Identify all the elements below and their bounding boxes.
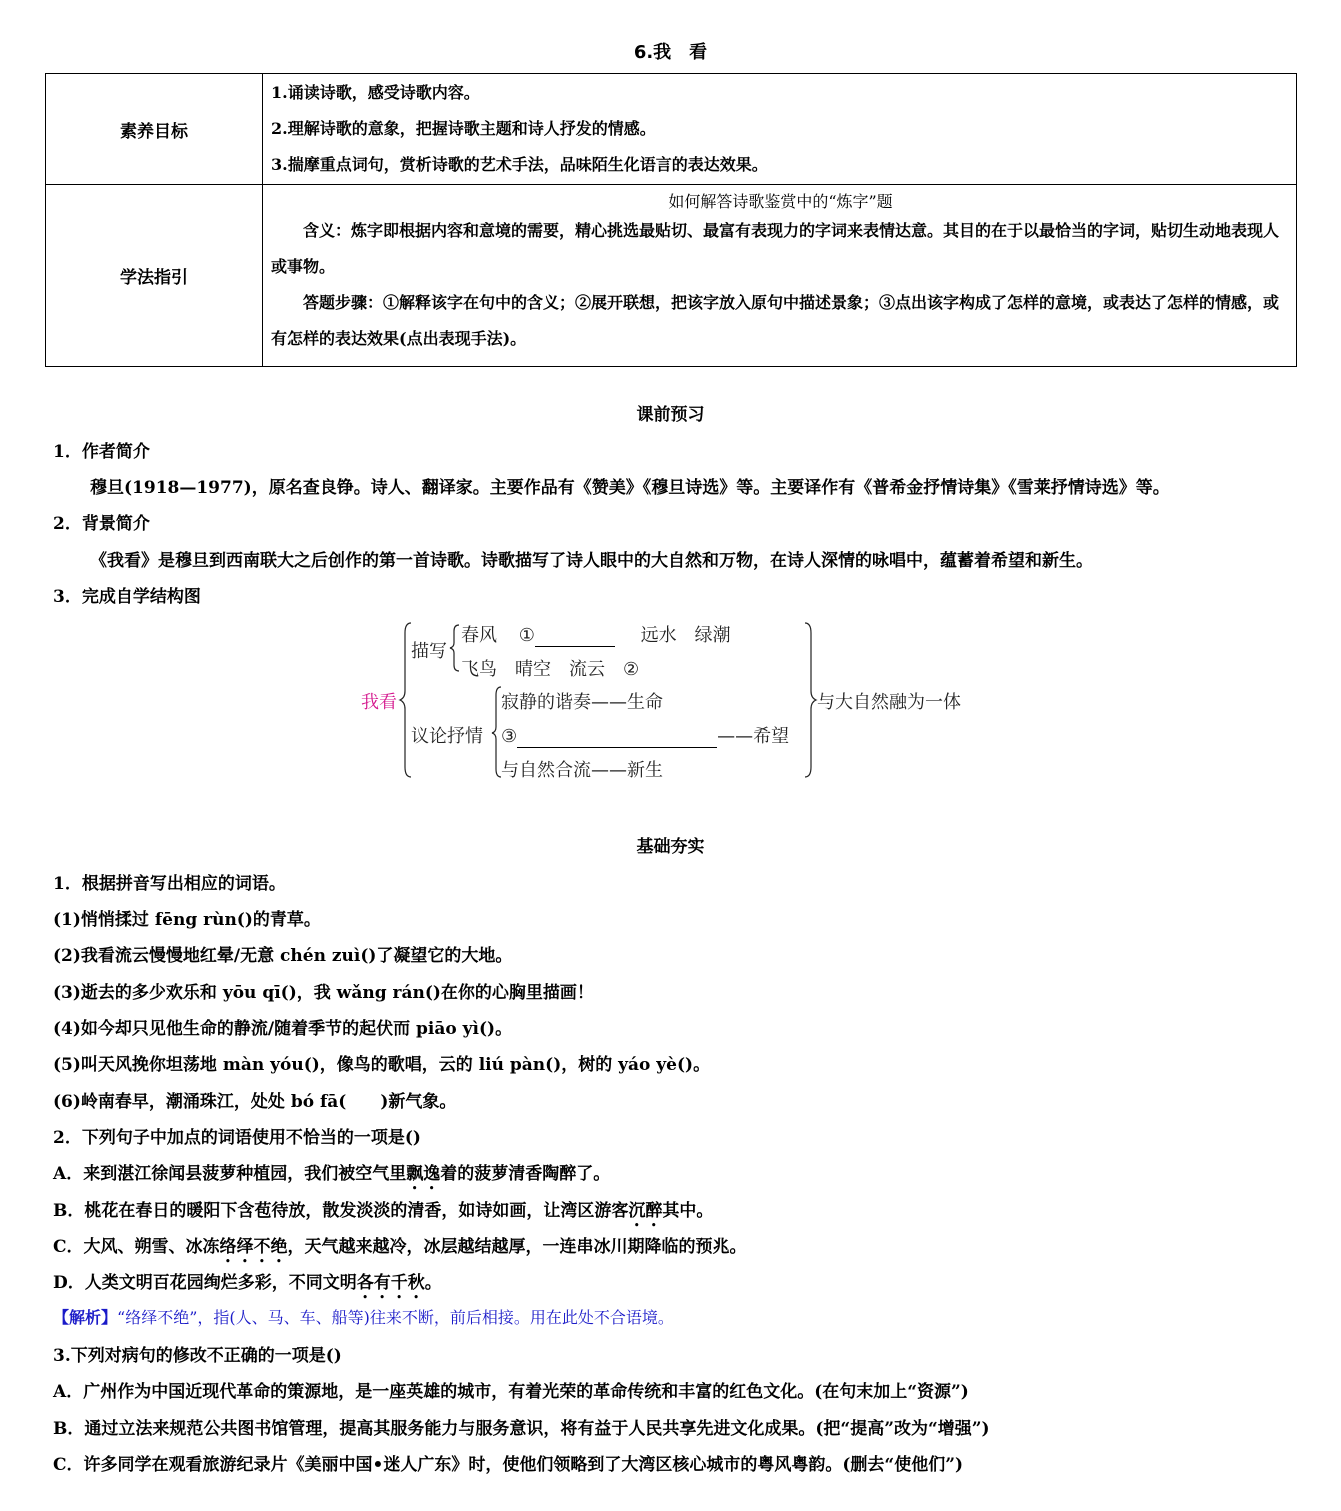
structure-title: 3．完成自学结构图 (53, 587, 201, 607)
describe-line-1 (461, 621, 731, 647)
option-text: B．桃花在春日的暖阳下含苞待放，散发淡淡的清香，如诗如画，让湾区游客 (53, 1201, 629, 1221)
background-title: 2．背景简介 (53, 514, 150, 534)
option-text: 。 (424, 1273, 442, 1293)
background-text: 《我看》是穆旦到西南联大之后创作的第一首诗歌。诗歌描写了诗人眼中的大自然和万物，在诗人深情的咏唱中，蕴蓄着希望和新生。 (90, 551, 1093, 571)
method-title: 如何解答诗歌鉴赏中的“炼字”题 (668, 191, 893, 211)
basics-heading: 基础夯实 (636, 837, 705, 857)
question-2: 2．下列句子中加点的词语使用不恰当的一项是() (53, 1128, 421, 1148)
method-steps: 答题步骤：①解释该字在句中的含义；②展开联想，把该字放入原句中描述景象；③点出该字构成了怎样的意境，或表达了怎样的情感，或有怎样的表达效果(点出表现手法)。 (271, 292, 1280, 348)
analysis-text: “络绎不绝”，指(人、马、车、船等)往来不断，前后相接。用在此处不合语境。 (117, 1308, 674, 1327)
describe-spring-wind: 春风 (461, 625, 497, 646)
preview-heading: 课前预习 (636, 405, 705, 425)
objective-line: 3.揣摩重点词句，赏析诗歌的艺术手法，品味陌生化语言的表达效果。 (271, 155, 768, 174)
q3-option-b: B．通过立法来规范公共图书馆管理，提高其服务能力与服务意识，将有益于人民共享先进文化成果。(把“提高”改为“增强”) (53, 1419, 990, 1439)
pinyin-item: (3)逝去的多少欢乐和 yōu qī()，我 wǎng rán()在你的心胸里描画！ (53, 983, 594, 1003)
pinyin-item: (2)我看流云慢慢地红晕/无意 chén zuì()了凝望它的大地。 (53, 946, 513, 966)
analysis (53, 1305, 1301, 1328)
author-title: 1．作者简介 (53, 442, 150, 462)
question-3: 3.下列对病句的修改不正确的一项是() (53, 1346, 342, 1366)
pinyin-item: (5)叫天风挽你坦荡地 màn yóu()，像鸟的歌唱，云的 liú pàn()，树的 yáo yè()。 (53, 1055, 711, 1075)
method-meaning: 含义：炼字即根据内容和意境的需要，精心挑选最贴切、最富有表现力的字词来表情达意。其目的在于以最恰当的字词，贴切生动地表现人或事物。 (271, 220, 1280, 276)
describe-line-2: 飞鸟 晴空 流云 ② (461, 659, 640, 680)
q3-option-c: C．许多同学在观看旅游纪录片《美丽中国•迷人广东》时，使他们领略到了大湾区核心城市的粤风粤韵。(删去“使他们”) (53, 1455, 964, 1475)
option-text: 其中。 (662, 1201, 714, 1221)
pinyin-item: (4)如今却只见他生命的静流/随着季节的起伏而 piāo yì()。 (53, 1019, 513, 1039)
lyric-line-1: 寂静的谐奏——生命 (501, 692, 663, 713)
lyric-hope: ——希望 (717, 726, 790, 747)
blank-1-number: ① (518, 625, 535, 646)
analysis-tag: 【解析】 (53, 1308, 118, 1327)
objective-line: 2.理解诗歌的意象，把握诗歌主题和诗人抒发的情感。 (271, 119, 656, 138)
branch-lyric: 议论抒情 (411, 726, 483, 747)
blank-1[interactable] (535, 646, 615, 647)
option-text: D．人类文明百花园绚烂多彩，不同文明 (53, 1273, 357, 1293)
lesson-title: 6.我 看 (633, 42, 708, 63)
pinyin-item: (6)岭南春早，潮涌珠江，处处 bó fā( )新气象。 (53, 1092, 457, 1112)
option-b (53, 1196, 1301, 1231)
option-d (53, 1268, 1301, 1303)
dotted-word: 沉醉 (628, 1201, 663, 1221)
option-a (53, 1159, 1301, 1194)
lyric-line-3: 与自然合流——新生 (501, 760, 663, 781)
question-1: 1．根据拼音写出相应的词语。 (53, 874, 286, 894)
method-content (263, 185, 1297, 367)
objectives-content (263, 74, 1297, 185)
diagram-result: 与大自然融为一体 (817, 692, 961, 713)
author-text: 穆旦(1918—1977)，原名查良铮。诗人、翻译家。主要作品有《赞美》《穆旦诗选》等。主要译作有《普希金抒情诗集》《雪莱抒情诗选》等。 (90, 478, 1170, 498)
pinyin-item: (1)悄悄揉过 fēng rùn()的青草。 (53, 910, 321, 930)
blank-3[interactable] (517, 747, 717, 748)
objectives-table (45, 73, 1297, 367)
dotted-word: 飘逸 (406, 1164, 441, 1184)
diagram-root: 我看 (361, 692, 397, 713)
branch-describe: 描写 (411, 641, 447, 662)
lyric-line-2 (501, 722, 789, 748)
option-text: A．来到湛江徐闻县菠萝种植园，我们被空气里 (53, 1164, 407, 1184)
q3-option-a: A．广州作为中国近现代革命的策源地，是一座英雄的城市，有着光荣的革命传统和丰富的红色文化。(在句末加上“资源”) (53, 1382, 969, 1402)
option-text: 着的菠萝清香陶醉了。 (440, 1164, 611, 1184)
option-c (53, 1232, 1301, 1267)
blank-3-number: ③ (501, 726, 518, 747)
dotted-word: 络绎不绝 (219, 1237, 288, 1257)
option-text: ，天气越来越冷，冰层越结越厚，一连串冰川期降临的预兆。 (287, 1237, 747, 1257)
objectives-head: 素养目标 (46, 74, 263, 185)
option-text: C．大风、朔雪、冰冻 (53, 1237, 220, 1257)
objective-line: 1.诵读诗歌，感受诗歌内容。 (271, 83, 480, 102)
dotted-word: 各有千秋 (356, 1273, 425, 1293)
describe-water: 远水 绿潮 (640, 625, 731, 646)
structure-diagram (355, 615, 995, 785)
method-head: 学法指引 (46, 185, 263, 367)
